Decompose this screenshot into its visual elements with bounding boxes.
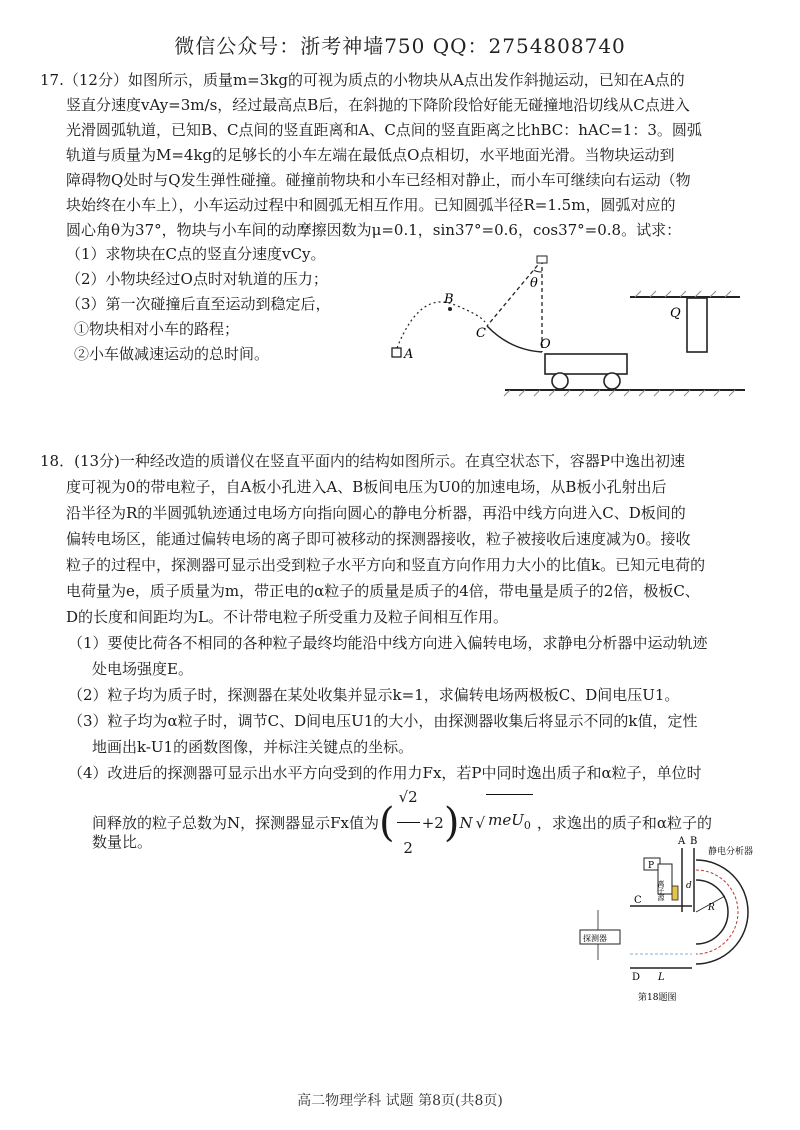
fig18-label-r: R xyxy=(708,903,715,913)
q17-sub-3: （3）第一次碰撞后直至运动到稳定后， xyxy=(66,295,331,313)
point-b xyxy=(448,307,452,311)
ion-trajectory xyxy=(696,870,738,954)
q18-sub-2: （2）粒子均为质子时，探测器在某处收集并显示k=1，求偏转电场两极板C、D间电压U1。 xyxy=(68,686,680,704)
q18-sub-4-text-b: ，求逸出的质子和α粒子的 xyxy=(536,813,713,832)
fig18-caption: 第18题图 xyxy=(638,993,677,1003)
analyzer-outer xyxy=(696,860,748,964)
fig18-label-l: L xyxy=(658,972,665,983)
fig18-source-label: 离子源 xyxy=(657,880,665,901)
formula-n: N xyxy=(459,813,473,832)
q17-line-6: 块始终在小车上），小车运动过程中和圆弧无相互作用。已知圆弧半径R=1.5m，圆弧对应的 xyxy=(66,196,676,214)
q17-subquestions xyxy=(66,242,396,367)
block-a xyxy=(392,348,401,357)
label-a: A xyxy=(404,347,414,362)
q17-line-5: 障碍物Q处时与Q发生弹性碰撞。碰撞前物块和小车已经相对静止，而小车可继续向右运动（物 xyxy=(66,171,691,189)
q18-line-5: 粒子的过程中，探测器可显示出受到粒子水平方向和竖直方向作用力大小的比值k。已知元电荷的 xyxy=(66,556,706,574)
radius-slanted xyxy=(487,260,542,326)
q17-sub-3a: ①物块相对小车的路程； xyxy=(74,320,240,338)
label-o: O xyxy=(540,337,551,352)
cart-wheel-left xyxy=(552,373,568,389)
arc-track xyxy=(487,326,542,352)
fig18-label-b: B xyxy=(690,836,698,847)
q17-line-2: 竖直分速度vAy=3m/s，经过最高点B后，在斜抛的下降阶段恰好能无碰撞地沿切线从C点进入 xyxy=(66,96,690,114)
q18-sub-3: （3）粒子均为α粒子时，调节C、D间电压U1的大小，由探测器收集后将显示不同的k值，定性 xyxy=(68,712,698,730)
fig18-label-c: C xyxy=(634,895,642,906)
formula-denominator: 2 xyxy=(403,839,413,857)
label-b: B xyxy=(444,292,454,307)
label-c: C xyxy=(476,326,486,341)
fig18-label-a: A xyxy=(678,836,686,847)
q18-sub-4: （4）改进后的探测器可显示出水平方向受到的作用力Fx，若P中同时逸出质子和α粒子，单位时 xyxy=(68,764,702,782)
q18-line-7: D的长度和间距均为L。不计带电粒子所受重力及粒子间相互作用。 xyxy=(66,608,508,626)
q18-sub-4-end: 数量比。 xyxy=(92,833,153,851)
fig18-label-d: d xyxy=(686,881,692,891)
fig18-label-p: P xyxy=(648,861,655,871)
formula-sub0: 0 xyxy=(523,819,531,832)
fx-formula: ( √2 2 +2 ) N √ meU$_0$ xyxy=(379,772,533,873)
projectile-path xyxy=(397,302,485,348)
q17-sub-1: （1）求物块在C点的竖直分速度vCy。 xyxy=(66,245,326,263)
fig18-detector-label: 探测器 xyxy=(583,934,607,943)
q18-line-2: 度可视为0的带电粒子，自A板小孔进入A、B板间电压为U0的加速电场，从B板小孔射出后 xyxy=(66,478,667,496)
formula-sqrt2: √2 xyxy=(397,772,420,823)
formula-plus2: +2 xyxy=(421,813,444,832)
cart-wheel-right xyxy=(604,373,620,389)
label-theta: θ xyxy=(530,276,538,291)
q18-line-4: 偏转电场区，能通过偏转电场的离子即可被移动的探测器接收，粒子被接收后速度减为0。接收 xyxy=(66,530,691,548)
q17-figure xyxy=(380,250,750,400)
q18-line-3: 沿半径为R的半圆弧轨迹通过电场方向指向圆心的静电分析器，再沿中线方向进入C、D板间的 xyxy=(66,504,686,522)
label-q: Q xyxy=(670,306,681,321)
q18-sub-4-text-a: 间释放的粒子总数为N，探测器显示Fx值为 xyxy=(92,813,379,832)
angle-mark xyxy=(534,270,542,272)
q17-line-7: 圆心角θ为37°，物块与小车间的动摩擦因数为μ=0.1，sin37°=0.6，cos37°=0.8。试求： xyxy=(66,221,682,239)
q18-line-6: 电荷量为e，质子质量为m，带正电的α粒子的质量是质子的4倍，带电量是质子的2倍，极板C、 xyxy=(66,582,700,600)
obstacle-q xyxy=(687,298,707,352)
q18-sub-3-cont: 地画出k-U1的函数图像，并标注关键点的坐标。 xyxy=(92,738,414,756)
q18-line-1: 18．(13分)一种经改造的质谱仪在竖直平面内的结构如图所示。在真空状态下，容器P中逸出初速 xyxy=(40,452,685,470)
cart xyxy=(545,354,627,374)
q18-sub-1: （1）要使比荷各不相同的各种粒子最终均能沿中线方向进入偏转电场，求静电分析器中运动轨迹 xyxy=(68,634,708,652)
q17-stem xyxy=(40,68,780,243)
q18-sub-1-cont: 处电场强度E。 xyxy=(92,660,193,678)
q17-sub-3b: ②小车做减速运动的总时间。 xyxy=(74,345,270,363)
q17-line-4: 轨道与质量为M=4kg的足够长的小车左端在最低点O点相切，水平地面光滑。当物块运动到 xyxy=(66,146,675,164)
q18-figure xyxy=(570,830,770,1010)
fig18-analyzer-label: 静电分析器 xyxy=(708,847,754,857)
q18-stem xyxy=(40,448,780,786)
page-footer: 高二物理学科 试题 第8页(共8页) xyxy=(297,1093,503,1109)
fig18-label-dd: D xyxy=(632,972,641,983)
pivot xyxy=(537,256,547,263)
q17-line-1: 17.（12分）如图所示，质量m=3kg的可视为质点的小物块从A点出发作斜抛运动，已知在A点的 xyxy=(40,71,685,89)
page-header: 微信公众号：浙考神墙750 QQ：2754808740 xyxy=(174,34,626,58)
formula-radicand: meU xyxy=(488,811,524,829)
q17-line-3: 光滑圆弧轨道，已知B、C点间的竖直距离和A、C点间的竖直距离之比hBC：hAC=1：3。圆弧 xyxy=(66,121,702,139)
q17-sub-2: （2）小物块经过O点时对轨道的压力； xyxy=(66,270,328,288)
exit-nozzle xyxy=(672,886,678,900)
